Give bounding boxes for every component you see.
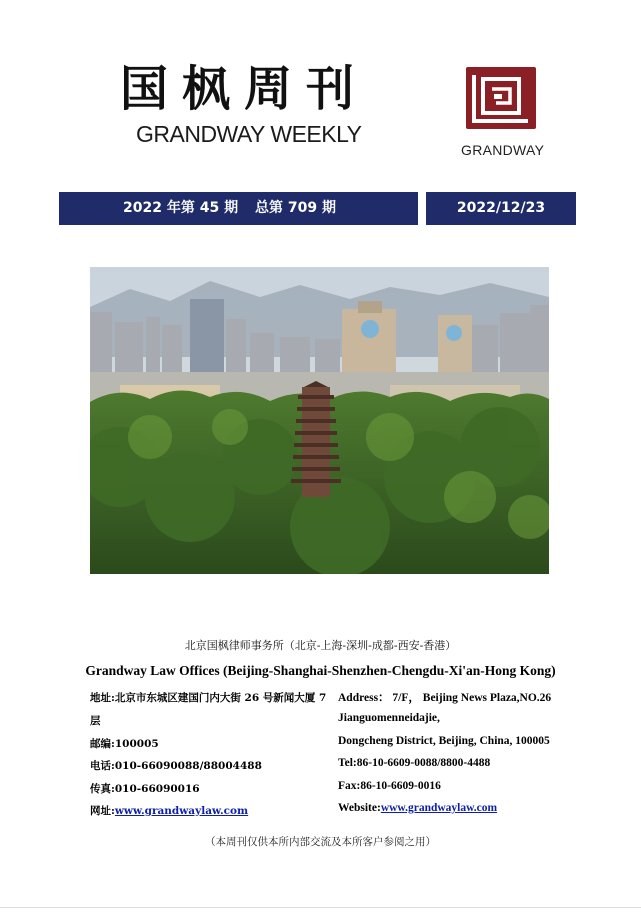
website-cn-label: 网址: bbox=[90, 805, 115, 817]
phone-cn: 电话:010-66090088/88004488 bbox=[90, 760, 262, 772]
firm-name-en: Grandway Law Offices (Beijing-Shanghai-Shenzhen-Chengdu-Xi'an-Hong Kong) bbox=[85, 663, 556, 678]
website-en-label: Website: bbox=[338, 802, 381, 814]
postcode-cn: 邮编:100005 bbox=[90, 738, 159, 750]
footer-note: （本周刊仅供本所内部交流及本所客户参阅之用） bbox=[205, 836, 436, 848]
pagoda-city-skyline-photo bbox=[90, 267, 549, 574]
firm-name-cn: 北京国枫律师事务所（北京-上海-深圳-成都-西安-香港） bbox=[184, 639, 457, 652]
bottom-divider bbox=[0, 907, 641, 908]
masthead-title-cn: 国枫周刊 bbox=[120, 61, 369, 117]
address-en-line2: Jianguomenneidajie, bbox=[338, 712, 440, 724]
masthead-title-en: GRANDWAY WEEKLY bbox=[136, 121, 362, 147]
grandway-logo-icon bbox=[466, 67, 536, 129]
website-en-link[interactable]: www.grandwaylaw.com bbox=[380, 802, 498, 814]
issue-number: 2022 年第 45 期 bbox=[123, 200, 239, 216]
phone-en: Tel:86-10-6609-0088/8800-4488 bbox=[338, 757, 491, 769]
address-cn-line1: 地址:北京市东城区建国门内大街 26 号新闻大厦 7 bbox=[90, 692, 327, 704]
website-cn bbox=[90, 803, 248, 818]
address-en-line1: Address： 7/F， Beijing News Plaza,NO.26 bbox=[332, 689, 551, 705]
cover-photo bbox=[90, 267, 549, 574]
total-issue-number: 总第 709 期 bbox=[255, 200, 336, 216]
fax-en: Fax:86-10-6609-0016 bbox=[338, 780, 441, 792]
website-en bbox=[338, 802, 497, 814]
issue-bar bbox=[59, 192, 418, 225]
address-cn-line2: 层 bbox=[90, 715, 101, 727]
logo-label: GRANDWAY bbox=[461, 142, 545, 158]
issue-date: 2022/12/23 bbox=[426, 192, 576, 225]
fax-cn: 传真:010-66090016 bbox=[90, 783, 200, 795]
website-cn-link[interactable]: www.grandwaylaw.com bbox=[114, 805, 249, 817]
address-en-line3: Dongcheng District, Beijing, China, 100005 bbox=[338, 735, 550, 747]
